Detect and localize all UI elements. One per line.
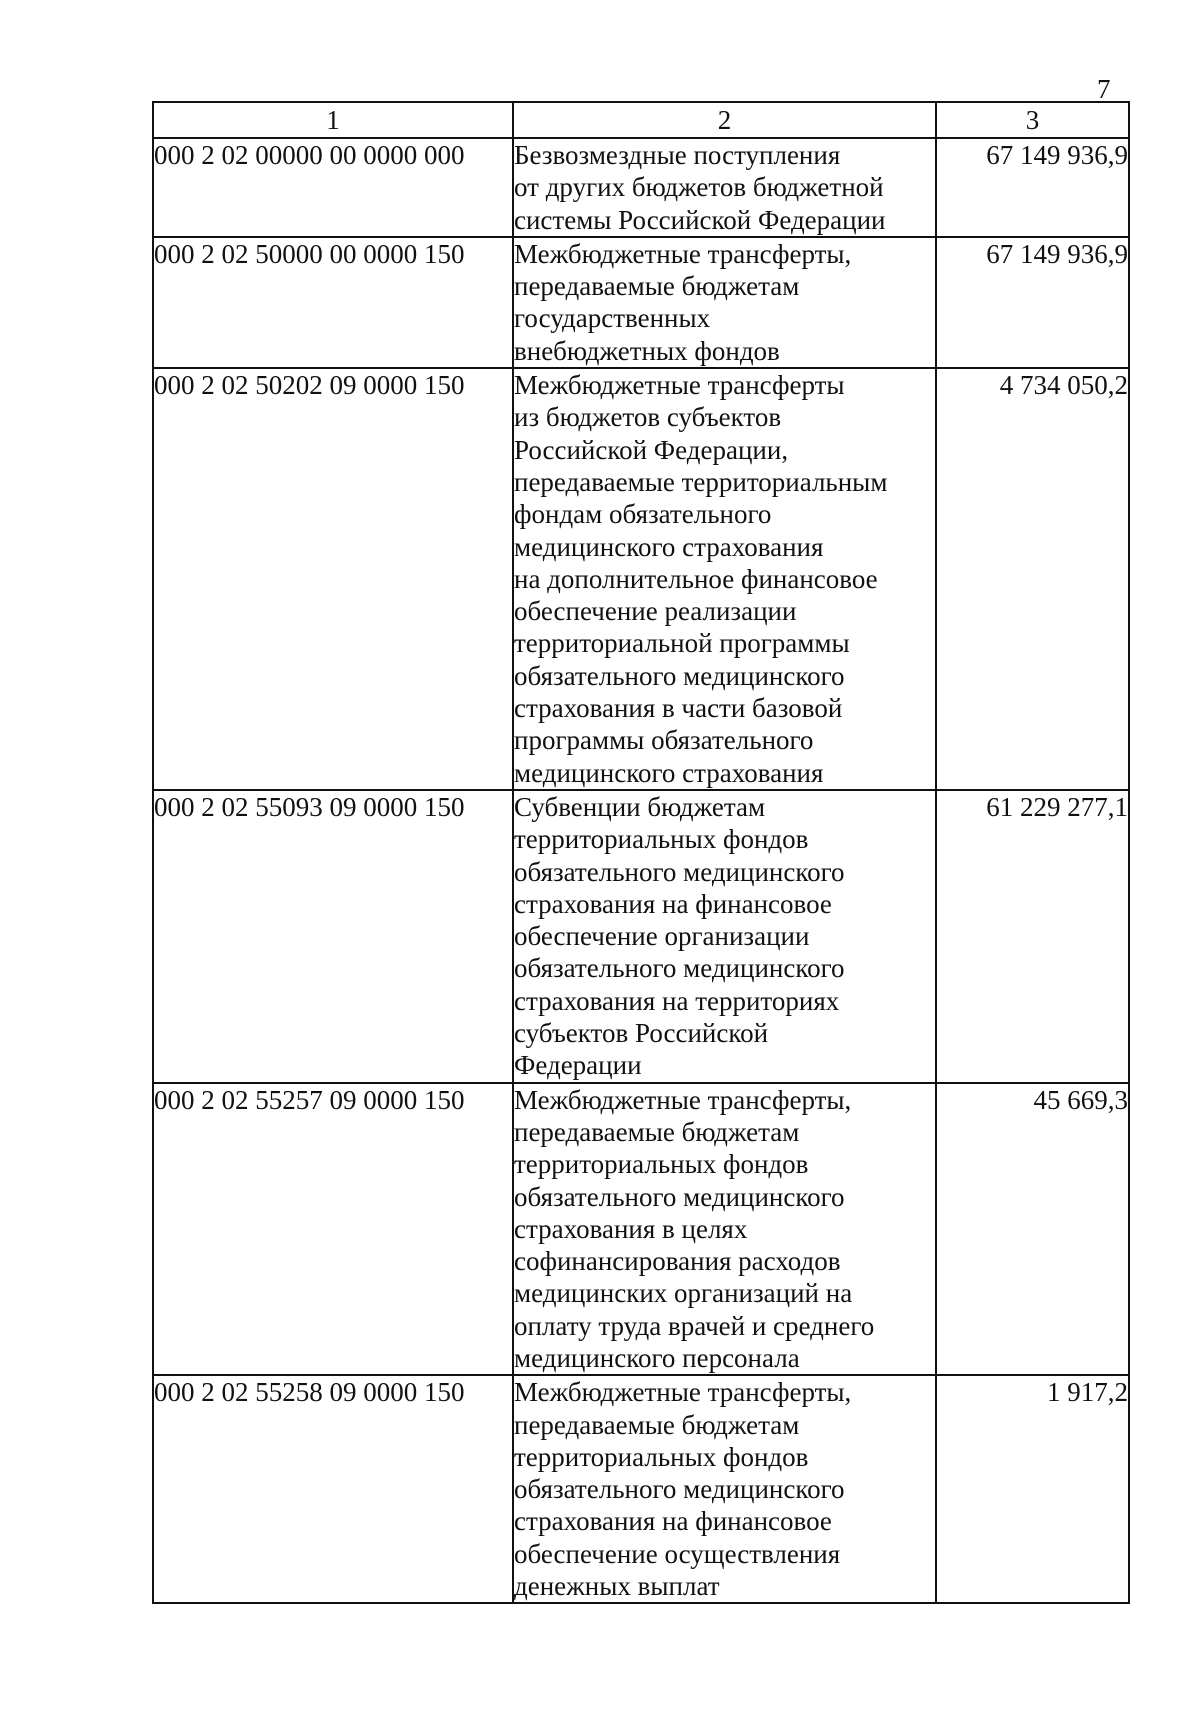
table-body — [153, 138, 1129, 1603]
table-row — [153, 1083, 1129, 1376]
page-number: 7 — [1097, 74, 1111, 104]
row-amount-cell: 61 229 277,1 — [936, 790, 1129, 1083]
row-name-line: территориальных фондов — [514, 824, 809, 855]
table-row — [153, 138, 1129, 237]
row-name-line: передаваемые бюджетам — [514, 271, 800, 302]
column-header-amount: 3 — [936, 102, 1129, 138]
row-name-cell — [513, 1083, 936, 1376]
table-row — [153, 368, 1129, 790]
row-code-cell: 000 2 02 55257 09 0000 150 — [153, 1083, 513, 1376]
row-amount-cell: 67 149 936,9 — [936, 237, 1129, 368]
row-code-cell: 000 2 02 50000 00 0000 150 — [153, 237, 513, 368]
row-name-line: страхования на финансовое — [514, 888, 832, 919]
row-name-line: территориальных фондов — [514, 1149, 809, 1180]
row-name-line: страхования в части базовой — [514, 693, 843, 724]
row-amount-cell: 45 669,3 — [936, 1083, 1129, 1376]
row-name-line: медицинского персонала — [514, 1342, 800, 1373]
row-name-line: на дополнительное финансовое — [514, 563, 878, 594]
row-amount-cell: 4 734 050,2 — [936, 368, 1129, 790]
column-header-name: 2 — [513, 102, 936, 138]
budget-table — [152, 101, 1130, 1604]
row-name-line: страхования в целях — [514, 1213, 748, 1244]
row-name-line: Межбюджетные трансферты, — [514, 1084, 852, 1115]
row-name-line: софинансирования расходов — [514, 1246, 841, 1277]
row-name-line: обеспечение осуществления — [514, 1538, 841, 1569]
row-name-line: Безвозмездные поступления — [514, 140, 841, 170]
row-amount-cell: 1 917,2 — [936, 1375, 1129, 1603]
row-name-line: передаваемые бюджетам — [514, 1409, 800, 1440]
row-name-line: Субвенции бюджетам — [514, 791, 766, 822]
row-name-line: страхования на финансовое — [514, 1506, 832, 1537]
table-row — [153, 1375, 1129, 1603]
row-name-line: медицинского страхования — [514, 757, 824, 788]
header-row — [153, 102, 1129, 138]
row-name-line: обеспечение организации — [514, 921, 810, 952]
row-name-line: субъектов Российской — [514, 1018, 769, 1049]
row-name-line: обязательного медицинского — [514, 1181, 845, 1212]
row-name-line: оплату труда врачей и среднего — [514, 1310, 875, 1341]
row-name-cell — [513, 790, 936, 1083]
row-name-line: передаваемые бюджетам — [514, 1116, 800, 1147]
row-name-line: Федерации — [514, 1050, 642, 1081]
row-code-cell: 000 2 02 00000 00 0000 000 — [153, 138, 513, 237]
table-row — [153, 790, 1129, 1083]
row-name-line: территориальной программы — [514, 628, 850, 659]
row-name-cell — [513, 1375, 936, 1603]
row-name-line: обязательного медицинского — [514, 1474, 845, 1505]
row-name-line: Межбюджетные трансферты — [514, 370, 845, 401]
table-row — [153, 237, 1129, 368]
row-name-line: системы Российской Федерации — [514, 204, 886, 235]
row-code-cell: 000 2 02 50202 09 0000 150 — [153, 368, 513, 790]
row-name-line: обязательного медицинского — [514, 660, 845, 691]
row-name-line: медицинского страхования — [514, 531, 824, 562]
row-name-line: из бюджетов субъектов — [514, 402, 782, 433]
row-name-line: обеспечение реализации — [514, 596, 797, 627]
row-code-cell: 000 2 02 55093 09 0000 150 — [153, 790, 513, 1083]
row-name-line: программы обязательного — [514, 725, 814, 756]
row-name-line: передаваемые территориальным — [514, 466, 888, 497]
row-name-line: обязательного медицинского — [514, 953, 845, 984]
column-header-code: 1 — [153, 102, 513, 138]
row-name-cell — [513, 138, 936, 237]
row-name-line: государственных — [514, 303, 711, 334]
row-name-line: Межбюджетные трансферты, — [514, 1377, 852, 1408]
row-name-line: от других бюджетов бюджетной — [514, 172, 884, 203]
row-name-line: территориальных фондов — [514, 1441, 809, 1472]
row-name-line: обязательного медицинского — [514, 856, 845, 887]
row-name-line: медицинских организаций на — [514, 1278, 853, 1309]
row-name-line: денежных выплат — [514, 1571, 720, 1602]
row-name-line: фондам обязательного — [514, 499, 772, 530]
row-name-line: Межбюджетные трансферты, — [514, 238, 852, 269]
row-name-line: внебюджетных фондов — [514, 335, 780, 366]
row-name-line: Российской Федерации, — [514, 434, 789, 465]
row-name-line: страхования на территориях — [514, 985, 840, 1016]
row-code-cell: 000 2 02 55258 09 0000 150 — [153, 1375, 513, 1603]
row-name-cell — [513, 237, 936, 368]
row-amount-cell: 67 149 936,9 — [936, 138, 1129, 237]
row-name-cell — [513, 368, 936, 790]
